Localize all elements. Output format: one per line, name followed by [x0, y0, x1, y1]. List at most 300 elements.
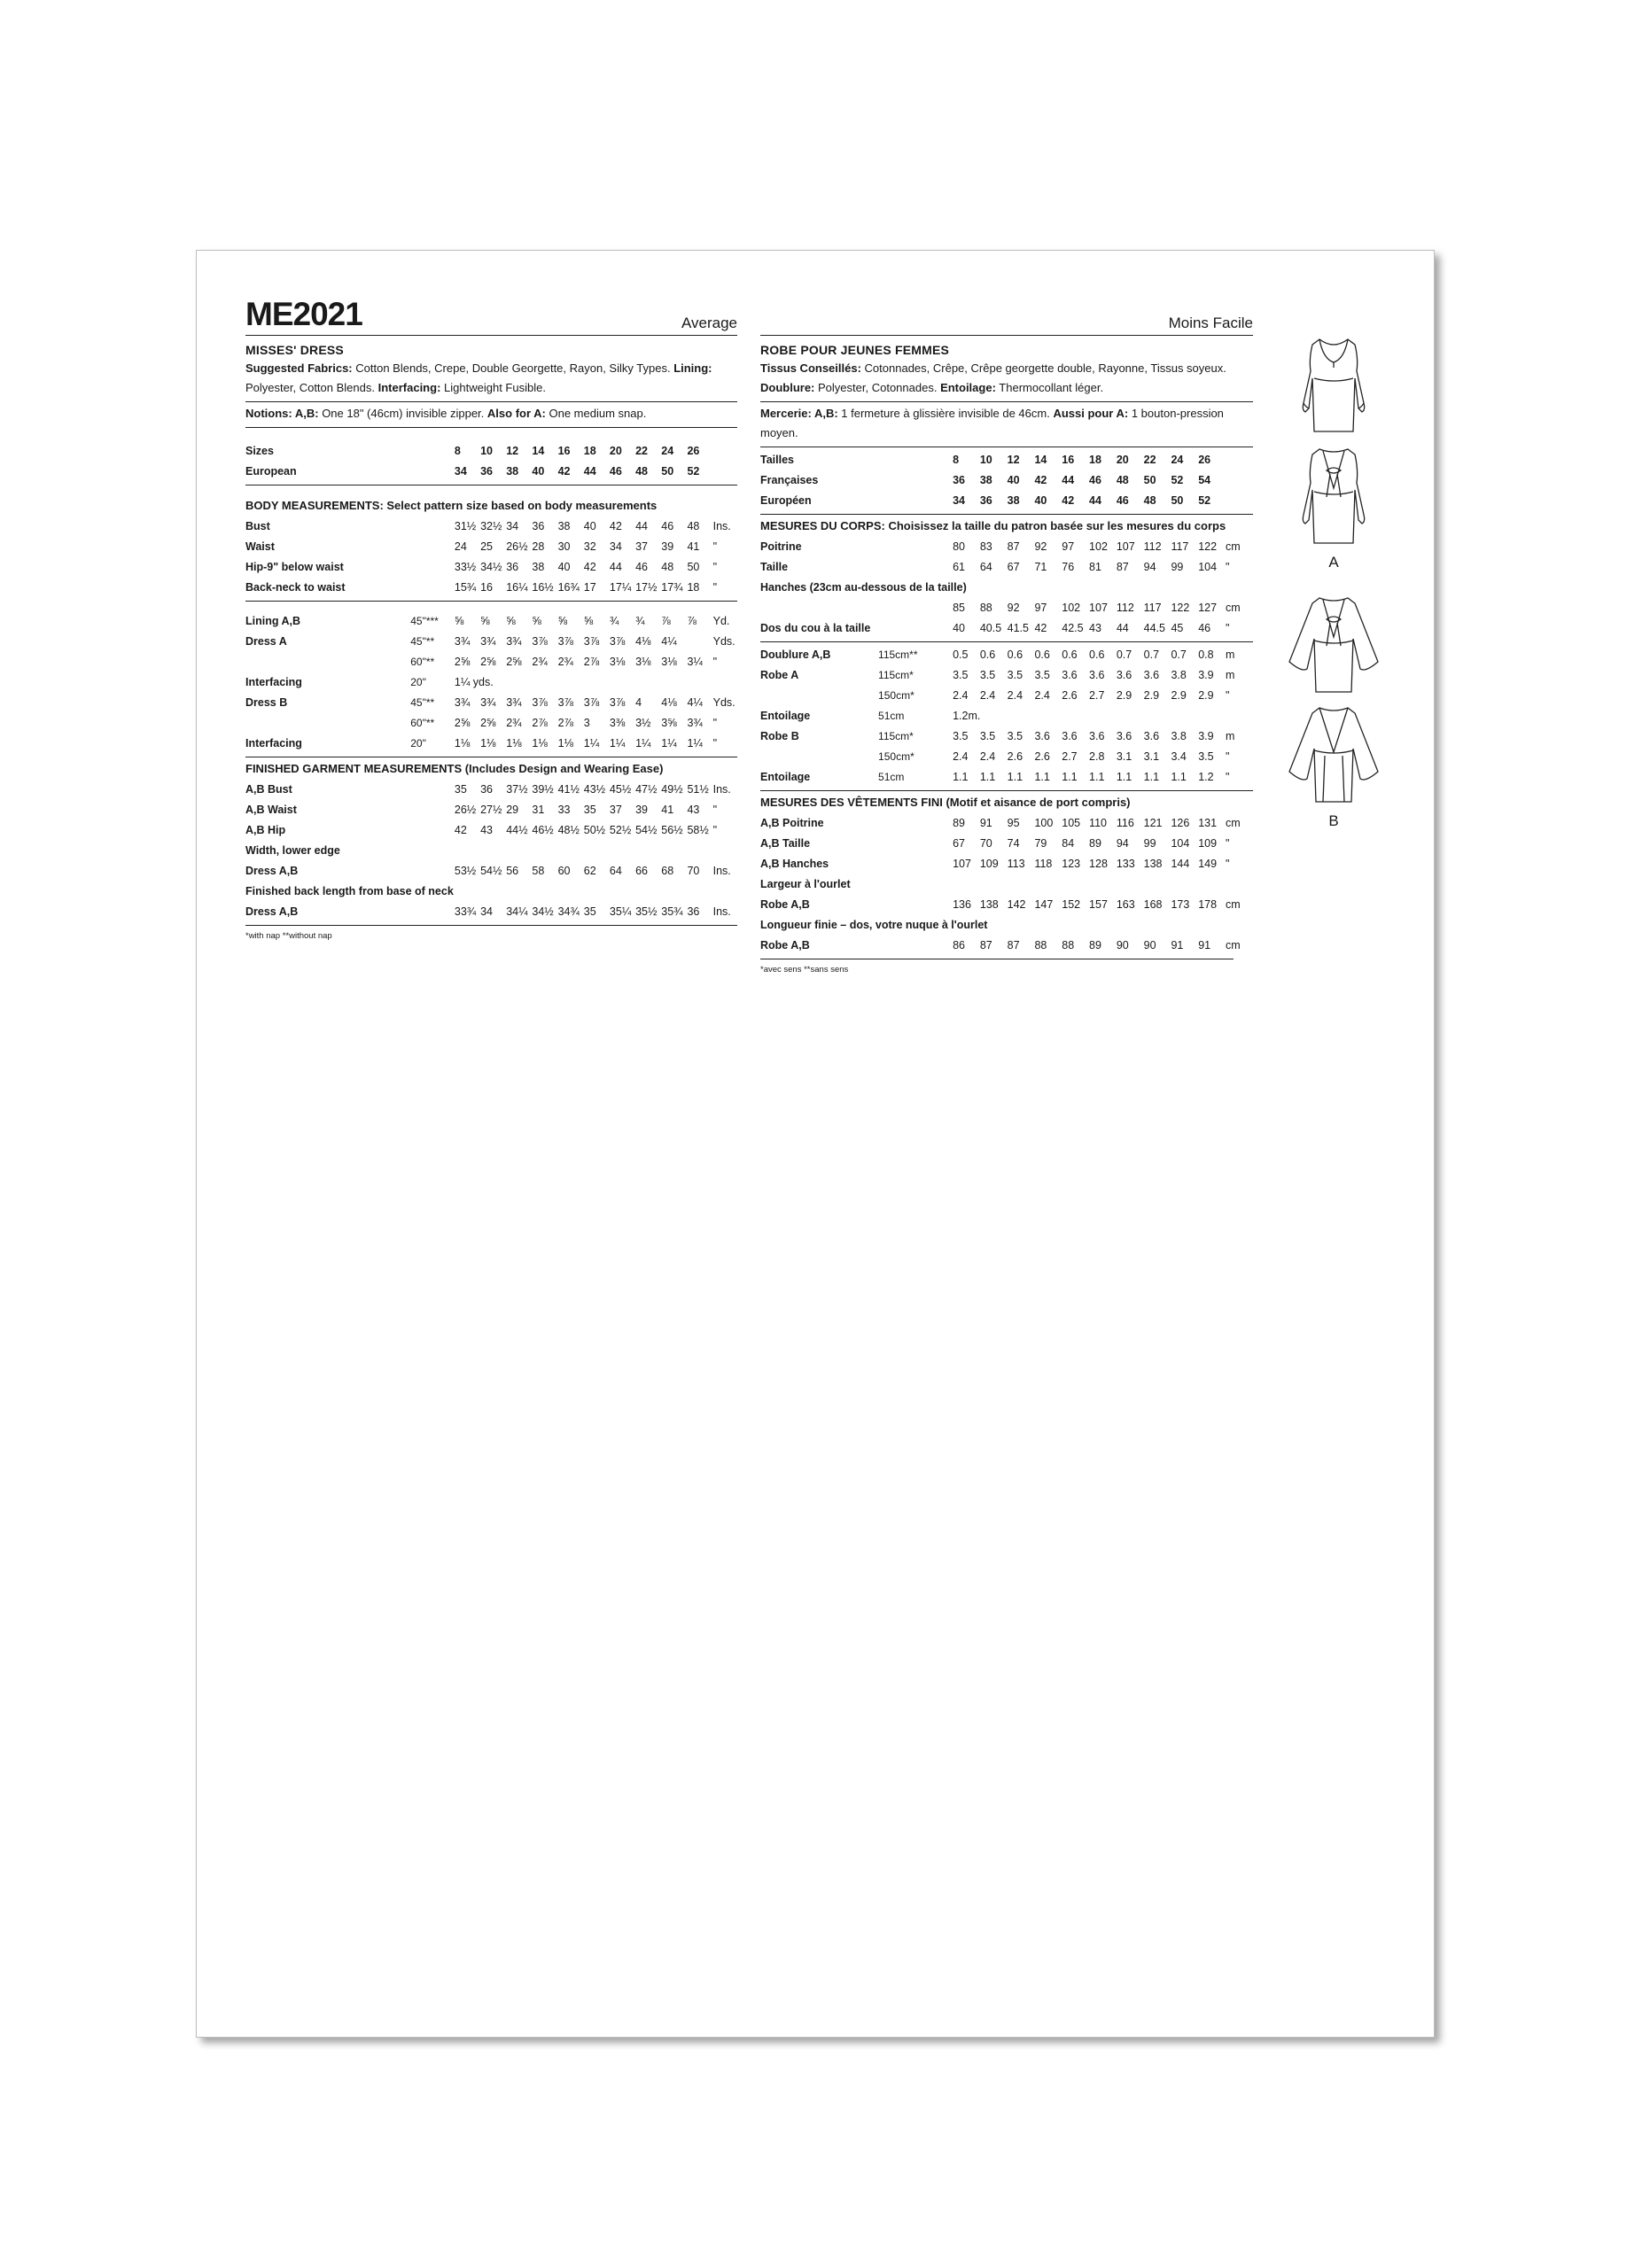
- row-unit: ": [1226, 750, 1230, 763]
- row-fabric-width: [878, 470, 953, 490]
- table-cell: 42.5: [1062, 621, 1084, 634]
- table-cell: 46: [661, 519, 674, 532]
- row-fabric-width: 45"**: [410, 634, 435, 648]
- table-cell: 3.5: [1198, 750, 1214, 763]
- table-cell: 4: [635, 695, 642, 709]
- table-cell: 38: [532, 560, 545, 573]
- row-label: A,B Taille: [760, 836, 811, 850]
- row-unit: ": [712, 716, 718, 729]
- table-cell: 3¾: [687, 716, 703, 729]
- table-cell: 52: [687, 464, 700, 478]
- table-cell: 3.5: [1034, 668, 1050, 681]
- row-fabric-width: [878, 812, 953, 833]
- row-label: [760, 685, 878, 705]
- table-cell: 45½: [609, 782, 632, 796]
- row-fabric-width: [410, 819, 455, 840]
- pattern-title: MISSES' DRESS: [245, 343, 344, 357]
- table-cell: 39: [661, 540, 674, 553]
- row-fabric-width: [410, 516, 455, 536]
- french-header: [760, 301, 1253, 336]
- table-cell: 52: [1198, 493, 1211, 507]
- row-label: Hip-9" below waist: [245, 560, 344, 573]
- table-cell: 37: [635, 540, 648, 553]
- row-label: Dress A,B: [245, 905, 299, 918]
- table-cell: 91: [979, 816, 992, 829]
- table-cell: 79: [1034, 836, 1047, 850]
- table-row: [245, 577, 737, 597]
- sizes-table-fr: [760, 449, 1253, 510]
- table-cell: 3.6: [1062, 668, 1078, 681]
- row-label: Dos du cou à la taille: [760, 621, 871, 634]
- table-cell: 1¼: [583, 736, 600, 750]
- row-unit: ": [1226, 688, 1230, 702]
- body-measurements-heading: BODY MEASUREMENTS: Select pattern size based on body measurements: [245, 499, 658, 512]
- table-cell: 89: [1089, 938, 1101, 951]
- table-cell: 36: [532, 519, 545, 532]
- table-cell: 22: [635, 444, 648, 457]
- table-cell: 16: [557, 444, 571, 457]
- table-cell: 14: [532, 444, 545, 457]
- table-cell: 90: [1116, 938, 1129, 951]
- row-label: Robe A: [760, 668, 799, 681]
- row-fabric-width: 150cm*: [878, 688, 915, 702]
- table-cell: 56: [506, 864, 519, 877]
- table-cell: 1.2m.: [953, 709, 981, 722]
- row-fabric-width: 51cm: [878, 770, 905, 783]
- table-cell: 42: [609, 519, 622, 532]
- table-cell: 92: [1034, 540, 1047, 553]
- table-cell: [1008, 705, 1035, 726]
- table-cell: 2⅞: [557, 716, 573, 729]
- row-fabric-width: [410, 860, 455, 881]
- table-cell: 38: [557, 519, 571, 532]
- table-cell: [1117, 705, 1144, 726]
- sizes-table: [245, 440, 737, 481]
- row-unit: Yds.: [712, 695, 735, 709]
- table-cell: [506, 672, 532, 692]
- table-cell: 87: [1007, 938, 1020, 951]
- table-cell: 34: [609, 540, 622, 553]
- row-unit: m: [1226, 648, 1235, 661]
- table-cell: 24: [661, 444, 674, 457]
- table-cell: 87: [1007, 540, 1020, 553]
- body-measurements-table-fr: [760, 536, 1253, 638]
- table-cell: 1.1: [1089, 770, 1105, 783]
- table-cell: 122: [1198, 540, 1218, 553]
- row-unit: ": [1226, 560, 1230, 573]
- table-cell: 1.1: [1062, 770, 1078, 783]
- table-cell: [558, 672, 584, 692]
- table-cell: 88: [979, 601, 992, 614]
- row-fabric-width: 20": [410, 675, 426, 688]
- table-cell: 2⅝: [506, 655, 522, 668]
- table-row: [245, 881, 737, 901]
- table-cell: 36: [687, 905, 700, 918]
- table-cell: 85: [953, 601, 965, 614]
- row-label: Tailles: [760, 453, 794, 466]
- row-unit: ": [712, 540, 718, 553]
- table-cell: 40.5: [979, 621, 1002, 634]
- table-cell: [1089, 705, 1117, 726]
- table-cell: 46: [1116, 493, 1129, 507]
- table-cell: 3.6: [1143, 729, 1160, 742]
- row-unit: Ins.: [712, 864, 731, 877]
- table-cell: 26½: [454, 803, 477, 816]
- row-label: Poitrine: [760, 540, 802, 553]
- table-cell: 3¾: [506, 634, 522, 648]
- table-row: [760, 644, 1253, 664]
- table-cell: 2.9: [1171, 688, 1187, 702]
- table-cell: 3.6: [1089, 668, 1105, 681]
- table-cell: 113: [1007, 857, 1025, 870]
- table-cell: 38: [1007, 493, 1020, 507]
- table-cell: 48: [1143, 493, 1156, 507]
- table-cell: 50: [661, 464, 674, 478]
- row-fabric-width: [878, 556, 953, 577]
- table-cell: 4⅛: [661, 695, 677, 709]
- table-cell: 88: [1062, 938, 1075, 951]
- notions-paragraph: Notions: A,B: One 18" (46cm) invisible zipper. Also for A: One medium snap.: [245, 407, 647, 420]
- row-unit: Yd.: [712, 614, 730, 627]
- table-cell: 3.6: [1143, 668, 1160, 681]
- table-cell: 34¾: [557, 905, 580, 918]
- table-cell: 3.5: [979, 668, 996, 681]
- row-label: Interfacing: [245, 736, 302, 750]
- table-cell: 3¼: [687, 655, 703, 668]
- table-cell: 1.1: [1034, 770, 1050, 783]
- table-cell: 34½: [532, 905, 554, 918]
- row-fabric-width: 60"**: [410, 655, 435, 668]
- view-b-front-drawing: [1280, 703, 1387, 809]
- table-cell: 90: [1143, 938, 1156, 951]
- table-row: [245, 733, 737, 753]
- table-cell: 29: [506, 803, 519, 816]
- row-heading: Hanches (23cm au-dessous de la taille): [760, 580, 967, 594]
- table-cell: 3⅞: [609, 695, 626, 709]
- table-cell: 2.4: [953, 688, 969, 702]
- table-cell: 121: [1143, 816, 1163, 829]
- table-cell: 42: [1034, 621, 1047, 634]
- table-cell: 33¾: [454, 905, 477, 918]
- row-label: Sizes: [245, 444, 274, 457]
- table-cell: 41.5: [1007, 621, 1029, 634]
- table-cell: 17¼: [609, 580, 632, 594]
- row-fabric-width: 150cm*: [878, 750, 915, 763]
- french-column: [760, 301, 1253, 975]
- table-row: [245, 712, 737, 733]
- table-cell: 35½: [635, 905, 658, 918]
- table-cell: 99: [1171, 560, 1184, 573]
- table-cell: [635, 672, 661, 692]
- table-cell: 1⅛: [480, 736, 496, 750]
- row-fabric-width: [878, 853, 953, 874]
- row-label: A,B Hanches: [760, 857, 829, 870]
- table-cell: 2.6: [1062, 688, 1078, 702]
- table-cell: 50: [687, 560, 700, 573]
- table-cell: 35: [583, 905, 596, 918]
- table-cell: 157: [1089, 897, 1108, 911]
- table-row: [760, 490, 1253, 510]
- table-row: [245, 672, 737, 692]
- table-cell: 44½: [506, 823, 528, 836]
- table-cell: 41½: [557, 782, 580, 796]
- row-label: Dress A,B: [245, 864, 299, 877]
- table-cell: 68: [661, 864, 674, 877]
- row-unit: [713, 461, 737, 481]
- table-cell: 61: [953, 560, 965, 573]
- row-label: Robe B: [760, 729, 799, 742]
- table-cell: 40: [532, 464, 545, 478]
- table-cell: 24: [454, 540, 467, 553]
- row-label: A,B Poitrine: [760, 816, 824, 829]
- table-cell: 36: [979, 493, 992, 507]
- row-label: Entoilage: [760, 709, 811, 722]
- table-cell: 18: [583, 444, 596, 457]
- table-row: [245, 631, 737, 651]
- row-heading: Longueur finie – dos, votre nuque à l'ourlet: [760, 918, 988, 931]
- table-cell: 117: [1171, 540, 1189, 553]
- table-cell: 49½: [661, 782, 683, 796]
- view-a-illustrations: [1276, 332, 1391, 830]
- row-label: [245, 651, 410, 672]
- table-cell: 0.7: [1143, 648, 1160, 661]
- table-cell: 104: [1198, 560, 1218, 573]
- table-cell: 2.4: [979, 750, 996, 763]
- table-cell: 105: [1062, 816, 1081, 829]
- body-measurements-heading-fr: MESURES DU CORPS: Choisissez la taille du patron basée sur les mesures du corps: [760, 519, 1226, 532]
- row-fabric-width: [878, 490, 953, 510]
- table-cell: 138: [1143, 857, 1163, 870]
- table-cell: ⅞: [687, 614, 697, 627]
- table-cell: 3: [583, 716, 590, 729]
- row-label: [760, 746, 878, 766]
- table-cell: 147: [1034, 897, 1054, 911]
- fabrics-paragraph: Suggested Fabrics: Cotton Blends, Crepe, Double Georgette, Rayon, Silky Types. Lining: Polyester, Cotton Blends. Interfacing: Lightweight Fusible.: [245, 361, 712, 394]
- table-cell: 112: [1116, 601, 1134, 614]
- row-label: A,B Bust: [245, 782, 292, 796]
- table-cell: ⅝: [506, 614, 516, 627]
- table-cell: 142: [1007, 897, 1026, 911]
- table-cell: 48: [661, 560, 674, 573]
- table-cell: 92: [1007, 601, 1020, 614]
- table-cell: 107: [1089, 601, 1108, 614]
- table-row: [760, 470, 1253, 490]
- table-row: [245, 610, 737, 631]
- table-cell: 2.8: [1089, 750, 1105, 763]
- table-cell: 3⅞: [583, 634, 600, 648]
- table-cell: 1.1: [953, 770, 969, 783]
- table-cell: 0.6: [979, 648, 996, 661]
- table-cell: 3⅝: [661, 716, 677, 729]
- table-cell: 37½: [506, 782, 528, 796]
- table-cell: 56½: [661, 823, 683, 836]
- pattern-title-fr: ROBE POUR JEUNES FEMMES: [760, 343, 950, 357]
- table-cell: 40: [557, 560, 571, 573]
- row-unit: ": [1226, 836, 1230, 850]
- row-label: A,B Waist: [245, 803, 297, 816]
- table-cell: 163: [1116, 897, 1135, 911]
- footnote: *with nap **without nap: [245, 931, 332, 941]
- table-cell: 3¾: [480, 695, 496, 709]
- table-cell: 178: [1198, 897, 1218, 911]
- table-cell: [532, 672, 557, 692]
- table-cell: 34¼: [506, 905, 528, 918]
- table-cell: 112: [1143, 540, 1162, 553]
- table-cell: 2.6: [1007, 750, 1023, 763]
- row-fabric-width: 45"***: [410, 614, 439, 627]
- table-cell: ¾: [609, 614, 619, 627]
- table-cell: 2.7: [1089, 688, 1105, 702]
- table-cell: 76: [1062, 560, 1075, 573]
- table-row: [760, 812, 1253, 833]
- table-cell: 16¼: [506, 580, 528, 594]
- table-cell: 33: [557, 803, 571, 816]
- table-cell: 17¾: [661, 580, 683, 594]
- row-label: Entoilage: [760, 770, 811, 783]
- table-cell: 18: [1089, 453, 1101, 466]
- row-fabric-width: 45"**: [410, 695, 435, 709]
- table-row: [245, 901, 737, 921]
- table-row: [245, 692, 737, 712]
- table-cell: 36: [480, 464, 493, 478]
- table-cell: ⅝: [583, 614, 594, 627]
- row-fabric-width: [410, 779, 455, 799]
- table-row: [760, 935, 1253, 955]
- table-cell: 2.4: [953, 750, 969, 763]
- table-cell: 2.9: [1116, 688, 1132, 702]
- row-unit: cm: [1226, 897, 1241, 911]
- table-row: [245, 840, 737, 860]
- table-row: [245, 461, 737, 481]
- table-cell: 2.9: [1143, 688, 1160, 702]
- table-cell: 37: [609, 803, 622, 816]
- row-label: Interfacing: [245, 675, 302, 688]
- table-row: [245, 799, 737, 819]
- table-cell: 2.4: [1007, 688, 1023, 702]
- table-row: [760, 577, 1253, 597]
- table-cell: 3⅛: [635, 655, 651, 668]
- table-cell: 3⅜: [609, 716, 626, 729]
- row-fabric-width: [410, 461, 455, 481]
- row-label: Françaises: [760, 473, 819, 486]
- body-measurements-table: [245, 516, 737, 597]
- finished-measurements-heading-fr: MESURES DES VÊTEMENTS FINI (Motif et aisance de port compris): [760, 796, 1131, 809]
- table-cell: 97: [1034, 601, 1047, 614]
- row-label: Doublure A,B: [760, 648, 831, 661]
- row-label: [760, 597, 878, 617]
- table-cell: 83: [979, 540, 992, 553]
- table-cell: 102: [1089, 540, 1108, 553]
- table-cell: 70: [979, 836, 992, 850]
- table-row: [760, 449, 1253, 470]
- row-fabric-width: [878, 536, 953, 556]
- row-unit: Ins.: [712, 905, 731, 918]
- table-cell: 48: [1116, 473, 1129, 486]
- table-cell: 1.1: [1007, 770, 1023, 783]
- table-cell: 91: [1171, 938, 1184, 951]
- table-cell: 168: [1143, 897, 1163, 911]
- table-cell: 71: [1034, 560, 1047, 573]
- table-cell: 0.6: [1089, 648, 1105, 661]
- table-cell: 41: [687, 540, 700, 553]
- table-cell: 2.7: [1062, 750, 1078, 763]
- row-unit: ": [1226, 621, 1230, 634]
- table-cell: [584, 672, 610, 692]
- table-cell: 123: [1062, 857, 1081, 870]
- table-cell: 1⅛: [557, 736, 573, 750]
- table-row: [760, 556, 1253, 577]
- row-fabric-width: [410, 440, 455, 461]
- table-cell: 80: [953, 540, 965, 553]
- table-cell: 34: [454, 464, 467, 478]
- table-cell: 44: [609, 560, 622, 573]
- row-unit: ": [712, 580, 718, 594]
- table-row: [760, 853, 1253, 874]
- row-fabric-width: [878, 935, 953, 955]
- row-unit: Ins.: [712, 519, 731, 532]
- table-cell: 87: [1116, 560, 1129, 573]
- table-cell: 39: [635, 803, 648, 816]
- row-unit: cm: [1226, 938, 1241, 951]
- table-cell: 3.6: [1062, 729, 1078, 742]
- table-cell: 58: [532, 864, 545, 877]
- row-label: Bust: [245, 519, 270, 532]
- row-unit: [1226, 470, 1253, 490]
- table-cell: 36: [480, 782, 493, 796]
- table-cell: 95: [1007, 816, 1020, 829]
- view-a-back-drawing: [1284, 444, 1383, 550]
- table-cell: 81: [1089, 560, 1101, 573]
- table-cell: 3⅞: [532, 634, 548, 648]
- table-cell: 44: [1089, 493, 1101, 507]
- fabrics-paragraph-fr: Tissus Conseillés: Cotonnades, Crêpe, Crêpe georgette double, Rayonne, Tissus soyeux. Doublure: Polyester, Cotonnades. Entoilage: Thermocollant léger.: [760, 361, 1226, 394]
- table-cell: 50: [1171, 493, 1184, 507]
- row-fabric-width: [878, 833, 953, 853]
- table-cell: 54½: [635, 823, 658, 836]
- table-cell: 3¾: [454, 634, 471, 648]
- table-cell: 128: [1089, 857, 1108, 870]
- notions-paragraph-fr: Mercerie: A,B: 1 fermeture à glissière invisible de 46cm. Aussi pour A: 1 bouton-pression moyen.: [760, 407, 1224, 439]
- table-cell: 133: [1116, 857, 1135, 870]
- table-cell: 34: [953, 493, 965, 507]
- table-cell: 34: [506, 519, 519, 532]
- row-unit: ": [712, 823, 718, 836]
- row-unit: Ins.: [712, 782, 731, 796]
- table-cell: 70: [687, 864, 700, 877]
- table-cell: 30: [557, 540, 571, 553]
- finished-measurements-table: [245, 779, 737, 921]
- table-cell: 18: [687, 580, 700, 594]
- table-cell: 1¼: [609, 736, 626, 750]
- table-cell: 42: [1034, 473, 1047, 486]
- table-cell: 46: [1198, 621, 1211, 634]
- table-cell: 3.4: [1171, 750, 1187, 763]
- row-unit: m: [1226, 668, 1235, 681]
- table-cell: 3.8: [1171, 668, 1187, 681]
- table-cell: 32½: [480, 519, 502, 532]
- table-cell: 42: [454, 823, 467, 836]
- table-cell: 58½: [687, 823, 709, 836]
- yardage-table: [245, 610, 737, 753]
- view-b-back-drawing: [1280, 593, 1387, 699]
- table-cell: 40: [583, 519, 596, 532]
- table-cell: 3⅞: [557, 695, 573, 709]
- table-cell: 31½: [454, 519, 477, 532]
- table-cell: 127: [1198, 601, 1218, 614]
- table-cell: 91: [1198, 938, 1211, 951]
- table-row: [245, 536, 737, 556]
- table-cell: 1.1: [1143, 770, 1160, 783]
